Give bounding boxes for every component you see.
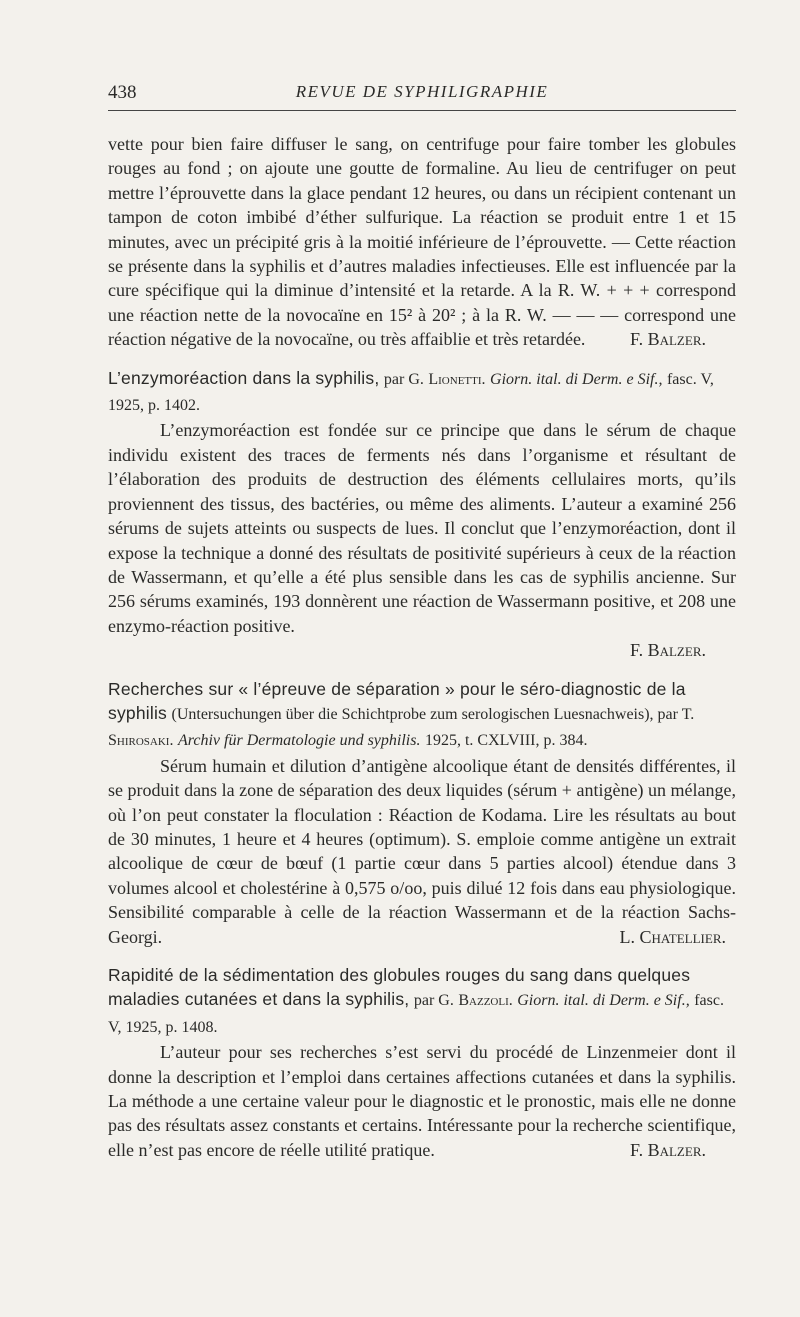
article-ref-details: fasc. V, 1925, p. 1402. [108, 370, 714, 415]
page-number: 438 [108, 82, 137, 103]
article-body-text: Sérum humain et dilution d’antigène alcoolique étant de densités différentes, il se produit dans la zone de séparation des deux liquides (sérum + antigène) un mélange, où l’on peut constater la floculation : Réaction de Kodama. Lire les résultats au bout de 30 minutes, 1 heure et 4 heures (optimum). S. emploie comme antigène un extrait alcoolique de cœur de bœuf (1 partie cœur dans 5 parties alcool) étendue dans 3 volumes alcool et cholestérine à 0,575 o/oo, puis dilué 12 fois dans eau physiologique. Sensibilité comparable à celle de la réaction Wassermann et de la réaction Sachs-Georgi. [108, 755, 736, 947]
article-body-text: L’auteur pour ses recherches s’est servi du procédé de Linzenmeier dont il donne la description et l’emploi dans certaines affections cutanées et dans la syphilis. La méthode a une certaine valeur pour le diagnostic et le pronostic, mais elle ne donne pas des résultats assez constants et certains. Intéressante pour la recherche scientifique, elle n’est pas encore de réelle utilité pratique. [108, 1042, 736, 1160]
article-ref-par: par G. [383, 370, 424, 388]
article-journal: Giorn. ital. di Derm. e Sif., [517, 992, 690, 1010]
article-title: L’enzymoréaction dans la syphilis, [108, 367, 380, 388]
article-signature: F. Balzer. [630, 1139, 706, 1160]
article-german-title: (Untersuchungen über die Schichtprobe zum serologischen Luesnachweis), par T. [171, 705, 695, 723]
article-enzymoreaction [108, 366, 736, 663]
article-body [108, 754, 736, 949]
article-journal: Giorn. ital. di Derm. e Sif., [490, 370, 663, 388]
continuation-text: vette pour bien faire diffuser le sang, on centrifuge pour faire tomber les globules rouges au fond ; on ajoute une goutte de formaline. Au lieu de centrifuger on peut mettre l’éprouvette dans la glace pendant 12 heures, ou dans un récipient contenant un tampon de coton imbibé d’éther sulfurique. La réaction se produit entre 1 et 15 minutes, avec un précipité gris à la moitié inférieure de l’éprouvette. — Cette réaction se présente dans la syphilis et d’autres maladies infectieuses. Elle est influencée par la cure spécifique qui la diminue d’intensité et la retarde. A la R. W. + + + correspond une réaction nette de la novocaïne en 15² à 20² ; à la R. W. — — — correspond une réaction négative de la novocaïne, ou très affaiblie et très retardée. [108, 134, 736, 350]
journal-page [108, 80, 736, 1162]
article-author: Bazzoli. [458, 992, 513, 1010]
article-signature: L. Chatellier. [619, 926, 726, 947]
article-ref-details: fasc. V, 1925, p. 1408. [108, 992, 724, 1036]
article-ref-par: par G. [413, 992, 454, 1010]
running-head [108, 80, 736, 111]
continuation-paragraph [108, 132, 736, 352]
article-heading [108, 963, 736, 1040]
article-heading [108, 677, 736, 754]
article-ref-details: 1925, t. CXLVIII, p. 384. [424, 732, 588, 750]
article-heading [108, 366, 736, 419]
article-author: Shirosaki. [108, 732, 174, 750]
article-sedimentation [108, 963, 736, 1162]
article-body: L’enzymoréaction est fondée sur ce principe que dans le sérum de chaque individu existent des traces de ferments nés dans l’organisme et résultant de l’élaboration des produits de destruction des éléments cellulaires morts, qu’ils proviennent des tissus, des bactéries, ou même des aliments. L’auteur a examiné 256 sérums de sujets atteints ou suspects de lues. Il conclut que l’enzymoréaction, dont il expose la technique a donné des résultats de positivité supérieurs à ceux de la réaction de Wassermann, et qu’elle a été plus sensible dans les cas de syphilis ancienne. Sur 256 sérums examinés, 193 donnèrent une réaction de Wassermann positive, et 208 une enzymo-réaction positive. [108, 420, 736, 636]
continuation-signature: F. Balzer. [630, 329, 706, 350]
article-body [108, 1040, 736, 1162]
article-separation [108, 677, 736, 949]
article-title: Recherches sur « l’épreuve de séparation » pour le séro-diagnostic de la syphilis [108, 678, 686, 723]
article-title: Rapidité de la sédimentation des globules rouges du sang dans quelques maladies cutanées et dans la syphilis, [108, 965, 691, 1010]
journal-title: REVUE DE SYPHILIGRAPHIE [295, 82, 549, 101]
article-author: Lionetti. [428, 370, 486, 388]
article-journal: Archiv für Dermatologie und syphilis. [177, 732, 421, 750]
article-signature: F. Balzer. [630, 640, 706, 661]
